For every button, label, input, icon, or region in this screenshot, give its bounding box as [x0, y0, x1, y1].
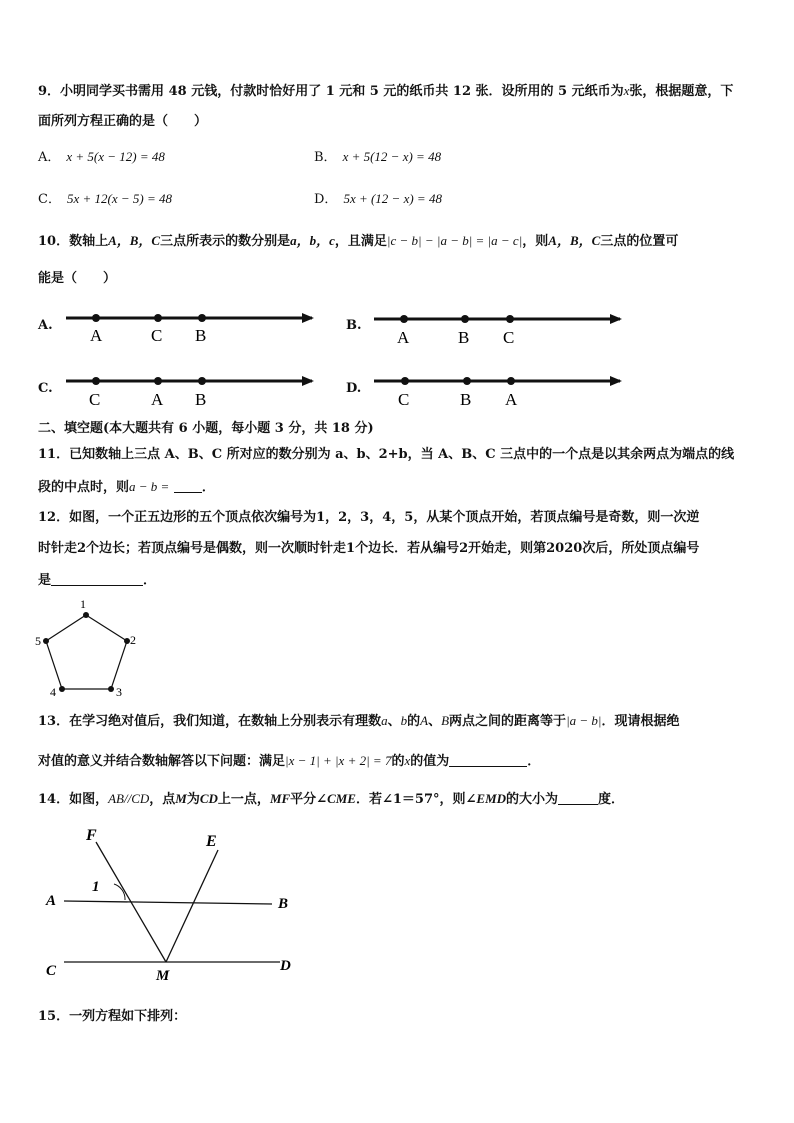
label-c-1: C — [89, 390, 101, 409]
label-d-2: B — [460, 390, 472, 409]
label-angle-1: 1 — [92, 879, 100, 895]
q10-line1: 10．数轴上A，B，C三点所表示的数分别是a，b，c，且满足|c − b| − |a − b| = |a − c|，则A，B，C三点的位置可 — [38, 233, 679, 249]
q12-line2: 时针走2个边长；若顶点编号是偶数，则一次顺时针走1个边长．若从编号2开始走，则第2020次后，所处顶点编号 — [38, 541, 700, 556]
dot-d-2 — [463, 377, 471, 385]
q9-option-c[interactable]: C． 5x + 12(x − 5) = 48 — [38, 191, 172, 207]
dot-d-3 — [507, 377, 515, 385]
angle-1-arc — [114, 884, 125, 900]
vertex-5 — [43, 638, 49, 644]
q13-answer-blank[interactable] — [449, 752, 527, 767]
label-c-3: B — [195, 390, 207, 409]
q12-line1: 12．如图，一个正五边形的五个顶点依次编号为1，2，3，4，5，从某个顶点开始，若顶点编号是奇数，则一次逆 — [38, 510, 700, 525]
q15-line: 15．一列方程如下排列： — [38, 1009, 187, 1024]
q13-abs: |a − b| — [566, 713, 602, 728]
vertex-1 — [83, 612, 89, 618]
q10-condition: |c − b| − |a − b| = |a − c| — [386, 233, 523, 248]
q11-line2: 段的中点时，则a − b = ． — [38, 479, 215, 495]
q10-option-c-label[interactable]: C. — [38, 381, 53, 396]
vertex-label-1: 1 — [80, 597, 86, 611]
dot-a-2 — [154, 314, 162, 322]
label-e: E — [206, 833, 217, 850]
label-a-2: C — [151, 326, 163, 345]
label-a-1: A — [90, 326, 103, 345]
dot-b-3 — [506, 315, 514, 323]
q11-line1: 11．已知数轴上三点 A、B、C 所对应的数分别为 a、b、2+b，当 A、B、C 三点中的一个点是以其余两点为端点的线 — [38, 447, 735, 462]
q9-option-b[interactable]: B． x + 5(12 − x) = 48 — [314, 149, 442, 165]
q10-option-d-label[interactable]: D. — [346, 381, 362, 396]
line-ab — [64, 901, 272, 904]
vertex-3 — [108, 686, 114, 692]
q11-answer-blank[interactable] — [174, 478, 202, 493]
vertex-label-3: 3 — [116, 685, 122, 699]
dot-a-3 — [198, 314, 206, 322]
vertex-4 — [59, 686, 65, 692]
label-d-3: A — [505, 390, 518, 409]
dot-c-1 — [92, 377, 100, 385]
dot-b-1 — [400, 315, 408, 323]
dot-a-1 — [92, 314, 100, 322]
label-c-2: A — [151, 390, 164, 409]
q14-answer-blank[interactable] — [558, 790, 598, 805]
q13-line1: 13．在学习绝对值后，我们知道，在数轴上分别表示有理数a、b的A、B两点之间的距离等于|a − b|．现请根据绝 — [38, 713, 680, 729]
dot-c-3 — [198, 377, 206, 385]
q9-text-b: 张，根据题意，下 — [629, 84, 734, 99]
q13-line2: 对值的意义并结合数轴解答以下问题：满足|x − 1| + |x + 2| = 7的x的值为 ． — [38, 753, 541, 769]
q10-number-lines — [0, 0, 794, 420]
label-f: F — [86, 827, 97, 844]
q9-option-d[interactable]: D． 5x + (12 − x) = 48 — [314, 191, 442, 207]
label-b: B — [278, 896, 289, 912]
q9-var: x — [623, 83, 630, 98]
pentagon-figure — [30, 596, 150, 700]
q14-line: 14．如图，AB//CD，点M为CD上一点，MF平分∠CME．若∠1＝57°，则∠EMD的大小为 度． — [38, 791, 625, 807]
q9-text-a: 9．小明同学买书需用 48 元钱，付款时恰好用了 1 元和 5 元的纸币共 12 张．设所用的 5 元纸币为 — [38, 84, 624, 99]
line-me — [166, 850, 218, 962]
label-b-2: B — [458, 328, 470, 347]
vertex-label-2: 2 — [130, 633, 136, 647]
dot-c-2 — [154, 377, 162, 385]
q13-eq: |x − 1| + |x + 2| = 7 — [285, 753, 392, 768]
q10-option-a-label[interactable]: A. — [38, 318, 53, 333]
pentagon — [46, 615, 127, 689]
q9-line2: 面所列方程正确的是（ ） — [38, 114, 208, 129]
label-c: C — [46, 963, 57, 979]
parallel-lines-figure — [30, 820, 320, 990]
q10-line2: 能是（ ） — [38, 271, 117, 286]
label-m: M — [156, 968, 170, 984]
label-a: A — [46, 893, 57, 909]
vertex-label-4: 4 — [50, 685, 56, 699]
label-d: D — [280, 958, 291, 974]
vertex-label-5: 5 — [35, 634, 41, 648]
label-a-3: B — [195, 326, 207, 345]
dot-b-2 — [461, 315, 469, 323]
label-b-3: C — [503, 328, 515, 347]
section-heading: 二、填空题(本大题共有 6 小题，每小题 3 分，共 18 分) — [38, 421, 374, 436]
q12-line3: 是 ． — [38, 573, 157, 588]
label-d-1: C — [398, 390, 410, 409]
q12-answer-blank[interactable] — [51, 571, 143, 586]
dot-d-1 — [401, 377, 409, 385]
label-b-1: A — [397, 328, 410, 347]
q9-option-a[interactable]: A． x + 5(x − 12) = 48 — [38, 149, 165, 165]
q10-option-b-label[interactable]: B. — [346, 318, 362, 333]
